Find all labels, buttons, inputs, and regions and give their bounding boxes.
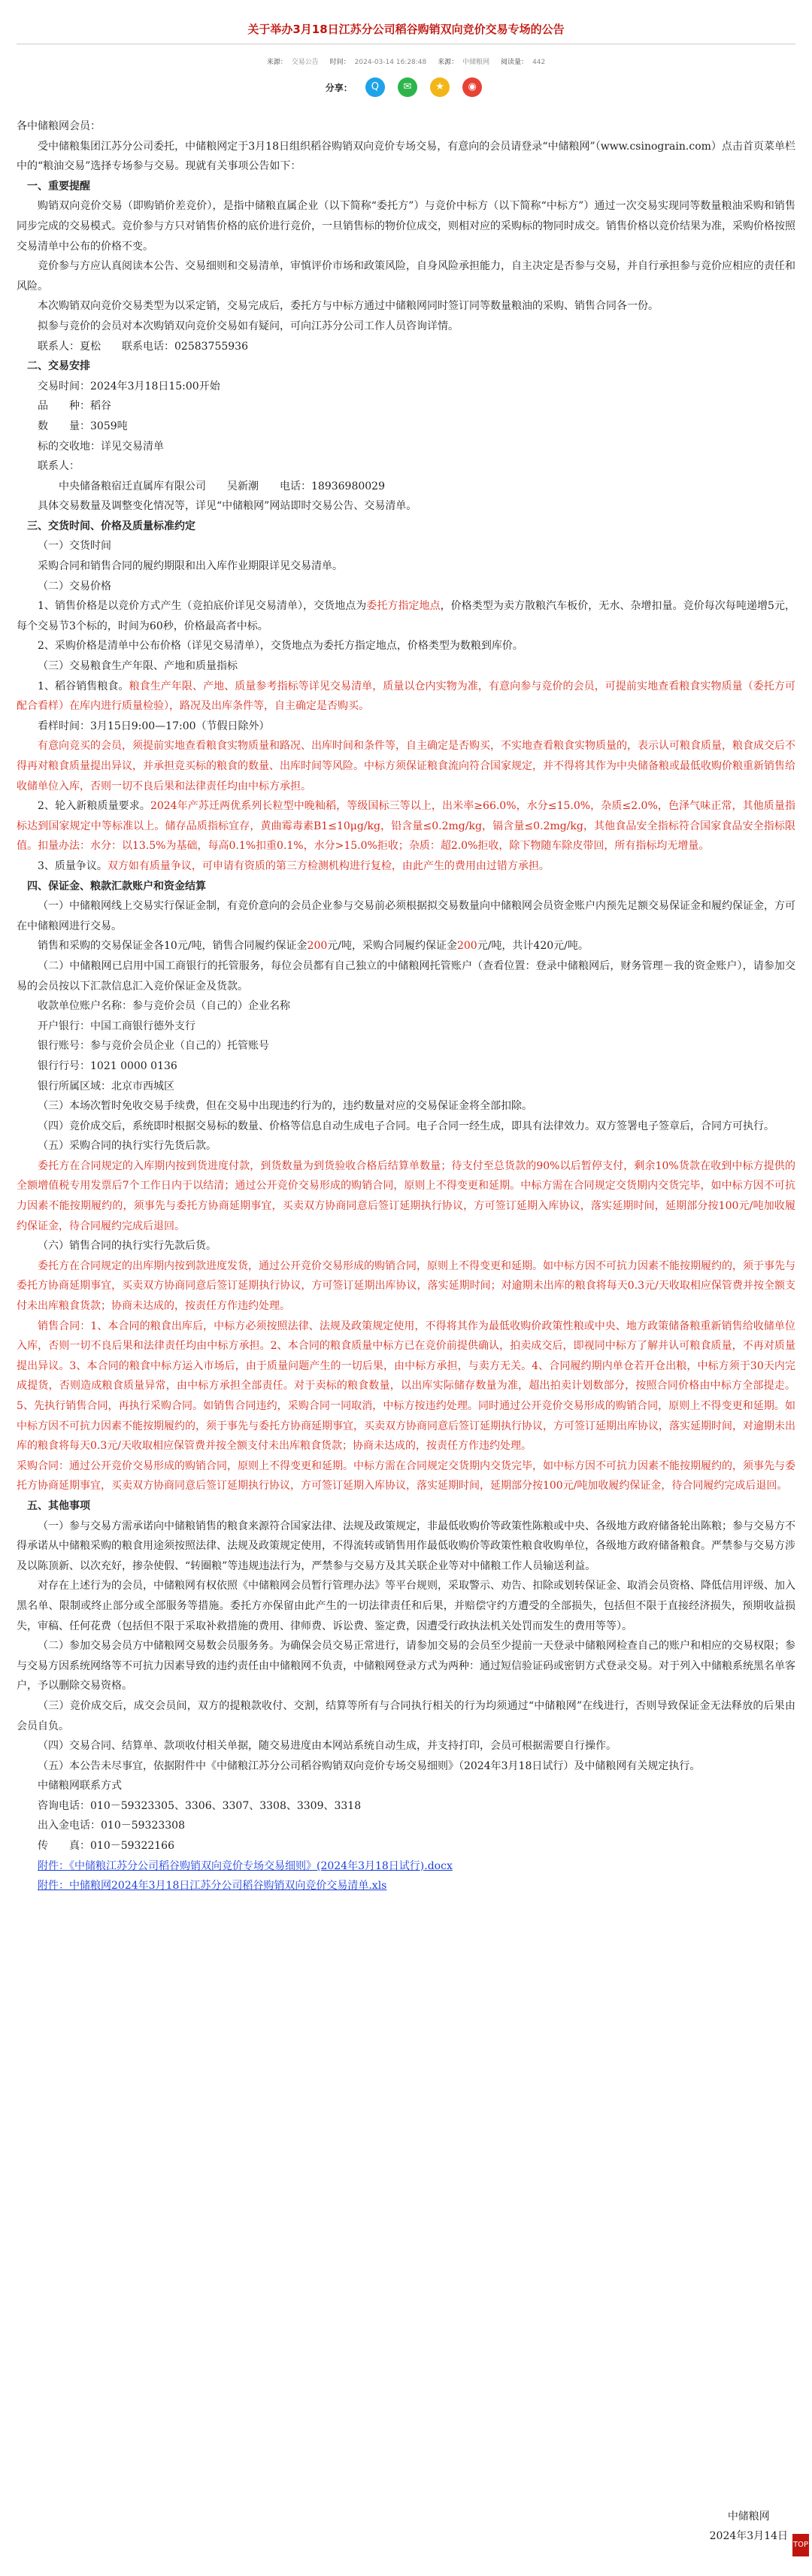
- paragraph: [17, 1077, 795, 1097]
- paragraph-text: 四、保证金、粮款汇款账户和资金结算: [27, 880, 206, 893]
- paragraph-text: 销售和采购的交易保证金各10元/吨，销售合同履约保证金: [38, 940, 308, 953]
- paragraph: [17, 677, 795, 717]
- highlighted-text: 200: [307, 940, 328, 953]
- section-heading: [17, 517, 795, 537]
- paragraph: [17, 1756, 795, 1777]
- paragraph: [17, 1136, 795, 1156]
- paragraph-text: 2、轮入新粮质量要求。: [38, 800, 150, 813]
- paragraph: [17, 377, 795, 397]
- paragraph: [17, 117, 795, 137]
- article-body: [0, 117, 812, 2515]
- paragraph-text: （四）交易合同、结算单、款项收付相关单据，随交易进度由本网站系统自动生成，并支持打印，会员可根据需要自行操作。: [38, 1740, 617, 1753]
- paragraph-text: 看样时间：3月15日9:00—17:00（节假日除外）: [38, 720, 270, 732]
- paragraph: [17, 856, 795, 877]
- paragraph: [17, 1636, 795, 1696]
- share-qq-icon[interactable]: Q: [365, 77, 385, 97]
- paragraph-text: 1、稻谷销售粮食。: [38, 680, 129, 692]
- paragraph-text: （一）参与交易方需承诺向中储粮销售的粮食来源符合国家法律、法规及政策规定，非最低收购价等政策性陈粮或中央、各级地方政府储备轮出陈粮；参与交易方不得承诺从中储粮采购的粮食用途须按照法律、法规及政策规定使用，不得流转或销售用作最低收购价等政策性粮食收购单位，各级地方政府储备粮食。严禁参与交易方涉及以陈顶新、以次充好，掺杂使假、“转圈粮”等违规违法行为，严禁参与交易方及其关联企业等对中储粮工作人员输送利益。: [17, 1520, 795, 1572]
- paragraph: [17, 996, 795, 1017]
- paragraph: [17, 196, 795, 256]
- paragraph: [17, 1836, 795, 1856]
- paragraph-text: 联系人：: [38, 460, 80, 473]
- paragraph-text: （六）销售合同的执行实行先款后货。: [38, 1240, 217, 1253]
- paragraph: [17, 1036, 795, 1056]
- paragraph-text: 传 真：010－59322166: [38, 1840, 174, 1853]
- meta-from: 来源： 中储粮网: [438, 59, 490, 66]
- paragraph-text: 受中储粮集团江苏分公司委托，中储粮网定于3月18日组织稻谷购销双向竞价专场交易，有意向的会员请登录“中储粮网”（www.csinograin.com）点击首页菜单栏中的“粮油交易”选择专场参与交易。现就有关事项公告如下：: [17, 140, 795, 173]
- share-favorite-icon[interactable]: ★: [430, 77, 450, 97]
- paragraph-text: 购销双向竞价交易（即购销价差竞价），是指中储粮直属企业（以下简称“委托方”）与竞价中标方（以下简称“中标方”）通过一次交易实现同等数量粮油采购和销售同步完成的交易模式。竞价参与方只对销售价格的底价进行竞价，一旦销售标的物价位成交，则相对应的采购标的物同时成交。销售价格以竞价结果为准，采购价格按照交易清单中公布的价格不变。: [17, 200, 795, 253]
- meta-views: 阅读量： 442: [501, 59, 546, 66]
- paragraph-text: 元/吨，共计420元/吨。: [477, 940, 589, 953]
- paragraph: [17, 337, 795, 357]
- highlighted-text: 采购合同：通过公开竞价交易形成的购销合同，原则上不得变更和延期。中标方需在合同规定交货期内交货完毕，如中标方因不可抗力因素不能按期履约的，须事先与委托方协商延期事宜，买卖双方协商同意后签订延期执行协议，方可签订延期入库协议，落实延期时间，延期部分按100元/吨加收履约保证金，待合同履约完成后退回。: [17, 1459, 795, 1493]
- share-label: 分享：: [325, 82, 353, 93]
- paragraph: [17, 256, 795, 296]
- attachment-link[interactable]: 附件：中储粮网2024年3月18日江苏分公司稻谷购销双向竞价交易清单.xls: [38, 1880, 387, 1893]
- paragraph: [17, 717, 795, 737]
- highlighted-text: 2024年产苏迁两优系列长粒型中晚籼稻，等级国标三等以上，出米率≥66.0%，水分≤15.0%，杂质≤2.0%，色泽气味正常，其他质量指标达到国家规定中等标准以上。储存品质指标宜存，黄曲霉毒素B1≤10μg/kg，铅含量≤0.2mg/kg，镉含量≤0.2mg/kg，其他食品安全指标符合国家食品安全指标限值。扣量办法：水分：以13.5%为基础，每高0.1%扣重0.1%，水分>15.0%拒收；杂质：超2.0%拒收，除下物随车除皮带回，所有指标均无增量。: [17, 800, 795, 853]
- paragraph-text: （二）参加交易会员方中储粮网交易数会员服务务。为确保会员交易正常进行，请参加交易的会员至少提前一天登录中储粮网检查自己的账户和相应的交易权限；参与交易方因系统网络等不可抗力因素导致的违约责任由中储粮网不负责，中储粮网登录方式为两种：通过短信验证码或密钥方式登录交易。对于列入中储粮系统黑名单客户，予以删除交易资格。: [17, 1640, 795, 1693]
- paragraph: [17, 596, 795, 636]
- paragraph: [17, 1736, 795, 1756]
- paragraph-text: 2、采购价格是清单中公布价格（详见交易清单），交货地点为委托方指定地点，价格类型为数粮到库价。: [38, 640, 523, 653]
- highlighted-text: 销售合同：1、本合同的粮食出库后，中标方必须按照法律、法规及政策规定使用，不得将其作为最低收购价政策性粮或中央、地方政策储备粮重新销售给收储单位入库，否则一切不良后果和法律责任均由中标方承担。2、本合同的粮食质量中标方已在竞价前提供确认，拍卖成交后，即视同中标方了解并认可粮食质量，不再对质量提出异议。3、本合同的粮食中标方运入市场后，由于质量问题产生的一切后果，由中标方承担，与卖方无关。4、合同履约期内单仓若开仓出粮，中标方须于30天内完成提货，否则造成粮食质量异常，由中标方承担全部责任。对于卖标的粮食数量，以出库实际储存数量为准，超出拍卖计划数部分，按照合同价格由中标方全部提走。5、先执行销售合同，再执行采购合同。如销售合同违约，采购合同一同取消，中标方按违约处理。同时通过公开竞价交易形成的购销合同，原则上不得变更和延期。如中标方因不可抗力因素不能按期履约的，须于事先与委托方协商延期事宜，买卖双方协商同意后签订延期执行协议，方可签订延期出库协议，落实延期时间，对逾期未出库的粮食将每天0.3元/天收取相应保管费并按全额支付未出库粮食货款；协商未达成的，按责任方作违约处理。: [17, 1320, 795, 1453]
- attachment-link[interactable]: 附件：《中储粮江苏分公司稻谷购销双向竞价专场交易细则》(2024年3月18日试行).docx: [38, 1859, 453, 1872]
- signature-block: [710, 2507, 788, 2546]
- paragraph-text: （二）交易价格: [38, 580, 111, 592]
- paragraph: [17, 456, 795, 477]
- paragraph: [17, 956, 795, 996]
- paragraph-text: （三）本场次暂时免收交易手续费，但在交易中出现违约行为的，违约数量对应的交易保证金将全部扣除。: [38, 1100, 532, 1113]
- paragraph: [17, 1236, 795, 1256]
- paragraph: [17, 496, 795, 517]
- paragraph: [17, 1317, 795, 1456]
- paragraph-text: （一）交货时间: [38, 540, 111, 553]
- paragraph-text: （二）中储粮网已启用中国工商银行的托管服务，每位会员都有自己独立的中储粮网托管账户（查看位置：登录中储粮网后，财务管理－我的资金账户），请参加交易的会员按以下汇款信息汇入竞价保证金及货款。: [17, 959, 795, 993]
- paragraph: [17, 896, 795, 936]
- share-bar: [0, 74, 812, 117]
- highlighted-text: 粮食生产年限、产地、质量参考指标等详见交易清单，质量以仓内实物为准，有意向参与竞价的会员，可提前实地查看粮食实物质量（委托方可配合看样）在库内进行质量检验），路况及出库条件等，自主确定是否购买。: [17, 680, 795, 713]
- section-heading: [17, 177, 795, 197]
- paragraph: [17, 1696, 795, 1736]
- paragraph: [17, 1017, 795, 1037]
- paragraph-text: 采购合同和销售合同的履约期限和出入库作业期限详见交易清单。: [38, 560, 343, 573]
- paragraph-text: ，价格类型为卖方散粮汽车板价，无水、杂增扣量。竞价每次每吨递增5元，每个交易节3个标的，时间为60秒，价格最高者中标。: [17, 600, 796, 632]
- paragraph: [17, 137, 795, 177]
- paragraph-text: 具体交易数量及调整变化情况等，详见“中储粮网”网站即时交易公告、交易清单。: [38, 500, 417, 513]
- signature-org: 中储粮网: [727, 2511, 770, 2523]
- paragraph-text: 三、交货时间、价格及质量标准约定: [27, 520, 195, 532]
- paragraph: [17, 1576, 795, 1636]
- highlighted-text: 有意向竞买的会员，须提前实地查看粮食实物质量和路况、出库时间和条件等，自主确定是否购买，不实地查看粮食实物质量的，表示认可粮食质量，粮食成交后不得再对粮食质量提出异议，并承担竞买标的粮食的数量、出库时间等风险。中标方须保证粮食流向符合国家规定，并不得将其作为中央储备粮或最低收购价粮重新销售给收储单位入库，否则一切不良后果和法律责任均由中标方承担。: [17, 740, 795, 792]
- section-heading: [17, 356, 795, 377]
- meta-source: 来源： 交易公告: [266, 59, 319, 66]
- paragraph: [17, 656, 795, 677]
- paragraph: [17, 1517, 795, 1577]
- paragraph: [17, 536, 795, 556]
- paragraph: [17, 417, 795, 437]
- paragraph-text: 出入金电话：010－59323308: [38, 1820, 185, 1832]
- paragraph-text: 3、质量争议。: [38, 859, 108, 872]
- paragraph-text: 一、重要提醒: [27, 180, 90, 192]
- paragraph-text: 银行行号：1021 0000 0136: [38, 1059, 177, 1072]
- paragraph: [17, 317, 795, 337]
- paragraph-text: 各中储粮网会员：: [17, 120, 101, 132]
- paragraph-text: 本次购销双向竞价交易类型为以采定销，交易完成后，委托方与中标方通过中储粮网同时签订同等数量粮油的采购、销售合同各一份。: [38, 300, 659, 313]
- share-weibo-icon[interactable]: ◉: [462, 77, 482, 97]
- section-heading: [17, 877, 795, 897]
- paragraph-text: 交易时间：2024年3月18日15:00开始: [38, 380, 220, 392]
- paragraph-text: 元/吨，采购合同履约保证金: [327, 940, 457, 953]
- paragraph: [17, 1776, 795, 1796]
- paragraph-text: 中储粮网联系方式: [38, 1780, 122, 1793]
- paragraph: [17, 1096, 795, 1117]
- paragraph-text: 1、销售价格是以竞价方式产生（竞拍底价详见交易清单），交货地点为: [38, 600, 367, 613]
- paragraph: [17, 437, 795, 457]
- paragraph: [17, 1256, 795, 1317]
- paragraph-text: 咨询电话：010－59323305、3306、3307、3308、3309、3318: [38, 1799, 362, 1812]
- paragraph: [17, 577, 795, 597]
- paragraph: [17, 477, 795, 497]
- highlighted-text: 委托方在合同规定的出库期内按到款进度发货，通过公开竞价交易形成的购销合同，原则上不得变更和延期。如中标方因不可抗力因素不能按期履约的，须于事先与委托方协商延期事宜，买卖双方协商同意后签订延期执行协议，方可签订延期出库协议，落实延期时间；对逾期未出库的粮食将每天0.3元/天收取相应保管费并按全额支付未出库粮食货款；协商未达成的，按责任方作违约处理。: [17, 1259, 795, 1313]
- paragraph-text: 收款单位账户名称：参与竞价会员（自己的）企业名称: [38, 1000, 290, 1013]
- page-title: 关于举办3月18日江苏分公司稻谷购销双向竞价交易专场的公告: [247, 23, 565, 36]
- meta-time: 时间： 2024-03-14 16:28:48: [329, 59, 427, 66]
- section-heading: [17, 1496, 795, 1517]
- paragraph: [17, 396, 795, 417]
- paragraph: [17, 1456, 795, 1496]
- paragraph-text: 二、交易安排: [27, 360, 90, 373]
- paragraph: [17, 1056, 795, 1077]
- paragraph-text: 银行所属区域：北京市西城区: [38, 1080, 174, 1093]
- highlighted-text: 委托方在合同规定的入库期内按到货进度付款，到货数量为到货验收合格后结算单数量；待支付至总货款的90%以后暂停支付，剩余10%货款在收到中标方提供的全额增值税专用发票后7个工作日内于以结清；通过公开竞价交易形成的购销合同，原则上不得变更和延期。中标方需在合同规定交货期内交货完毕，如中标方因不可抗力因素不能按期履约的，须事先与委托方协商延期事宜，买卖双方协商同意后签订延期执行协议，方可签订延期入库协议，落实延期时间，延期部分按100元/吨加收履约保证金，待合同履约完成后退回。: [17, 1159, 795, 1232]
- highlighted-text: 200: [456, 940, 477, 953]
- paragraph-text: 联系人：夏松 联系电话：02583755936: [38, 340, 248, 353]
- paragraph-text: 银行账号：参与竞价会员企业（自己的）托管账号: [38, 1040, 269, 1053]
- paragraph-text: （四）竞价成交后，系统即时根据交易标的数量、价格等信息自动生成电子合同。电子合同一经生成，即具有法律效力。双方签署电子签章后，合同方可执行。: [38, 1120, 774, 1132]
- paragraph-text: 数 量：3059吨: [38, 420, 128, 432]
- paragraph: [17, 1117, 795, 1137]
- article-meta: [0, 44, 812, 74]
- highlighted-text: 双方如有质量争议，可申请有资质的第三方检测机构进行复检，由此产生的费用由过错方承担。: [107, 859, 550, 872]
- paragraph-text: （一）中储粮网线上交易实行保证金制，有竞价意向的会员企业参与交易前必须根据拟交易数量向中储粮网会员资金账户内预先足额交易保证金和履约保证金，方可在中储粮网进行交易。: [17, 900, 795, 932]
- paragraph: [17, 636, 795, 656]
- back-to-top-button[interactable]: TOP: [792, 2534, 809, 2556]
- paragraph: [17, 796, 795, 856]
- paragraph: [17, 296, 795, 317]
- paragraph: [17, 1816, 795, 1836]
- paragraph-text: （三）竞价成交后，成交会员间，双方的提粮款收付、交割，结算等所有与合同执行相关的行为均须通过“中储粮网”在线进行，否则导致保证金无法释放的后果由会员自负。: [17, 1699, 795, 1732]
- paragraph-text: （三）交易粮食生产年限、产地和质量指标: [38, 660, 238, 673]
- paragraph-text: 五、其他事项: [27, 1499, 90, 1512]
- paragraph-text: 开户银行：中国工商银行德外支行: [38, 1020, 195, 1032]
- paragraph-text: 竞价参与方应认真阅读本公告、交易细则和交易清单，审慎评价市场和政策风险，自身风险承担能力，自主决定是否参与交易，并自行承担参与竞价应相应的责任和风险。: [17, 260, 795, 292]
- paragraph-text: 中央储备粮宿迁直属库有限公司 吴新潮 电话：18936980029: [38, 480, 385, 492]
- paragraph: [17, 736, 795, 796]
- share-wechat-icon[interactable]: ✉: [398, 77, 417, 97]
- paragraph-text: 拟参与竞价的会员对本次购销双向竞价交易如有疑问，可向江苏分公司工作人员咨询详情。: [38, 320, 459, 332]
- paragraph: [17, 936, 795, 956]
- paragraph-text: 标的交收地：详见交易清单: [38, 440, 164, 453]
- paragraph: [17, 556, 795, 577]
- highlighted-text: 委托方指定地点: [366, 600, 441, 613]
- paragraph-text: （五）采购合同的执行实行先货后款。: [38, 1140, 217, 1153]
- paragraph-text: 对存在上述行为的会员，中储粮网有权依照《中储粮网会员暂行管理办法》等平台规则，采取警示、劝告、扣除或划转保证金、取消会员资格、降低信用评级、加入黑名单、限制或终止部分或全部服务等措施。委托方亦保留由此产生的一切法律责任和后果，并赔偿守约方遭受的全部损失，包括但不限于直接经济损失，预期收益损失，审稿、任何花费（包括但不限于采取补救措施的费用、律师费、诉讼费、鉴定费，因遭受行政执法机关处罚而发生的费用等等）。: [17, 1580, 795, 1632]
- paragraph: [17, 1156, 795, 1236]
- paragraph-text: 品 种：稻谷: [38, 400, 111, 413]
- paragraph-text: （五）本公告未尽事宜，依据附件中《中储粮江苏分公司稻谷购销双向竞价专场交易细则》（2024年3月18日试行）及中储粮网有关规定执行。: [38, 1759, 701, 1772]
- signature-date: 2024年3月14日: [709, 2530, 788, 2542]
- paragraph: [17, 1796, 795, 1817]
